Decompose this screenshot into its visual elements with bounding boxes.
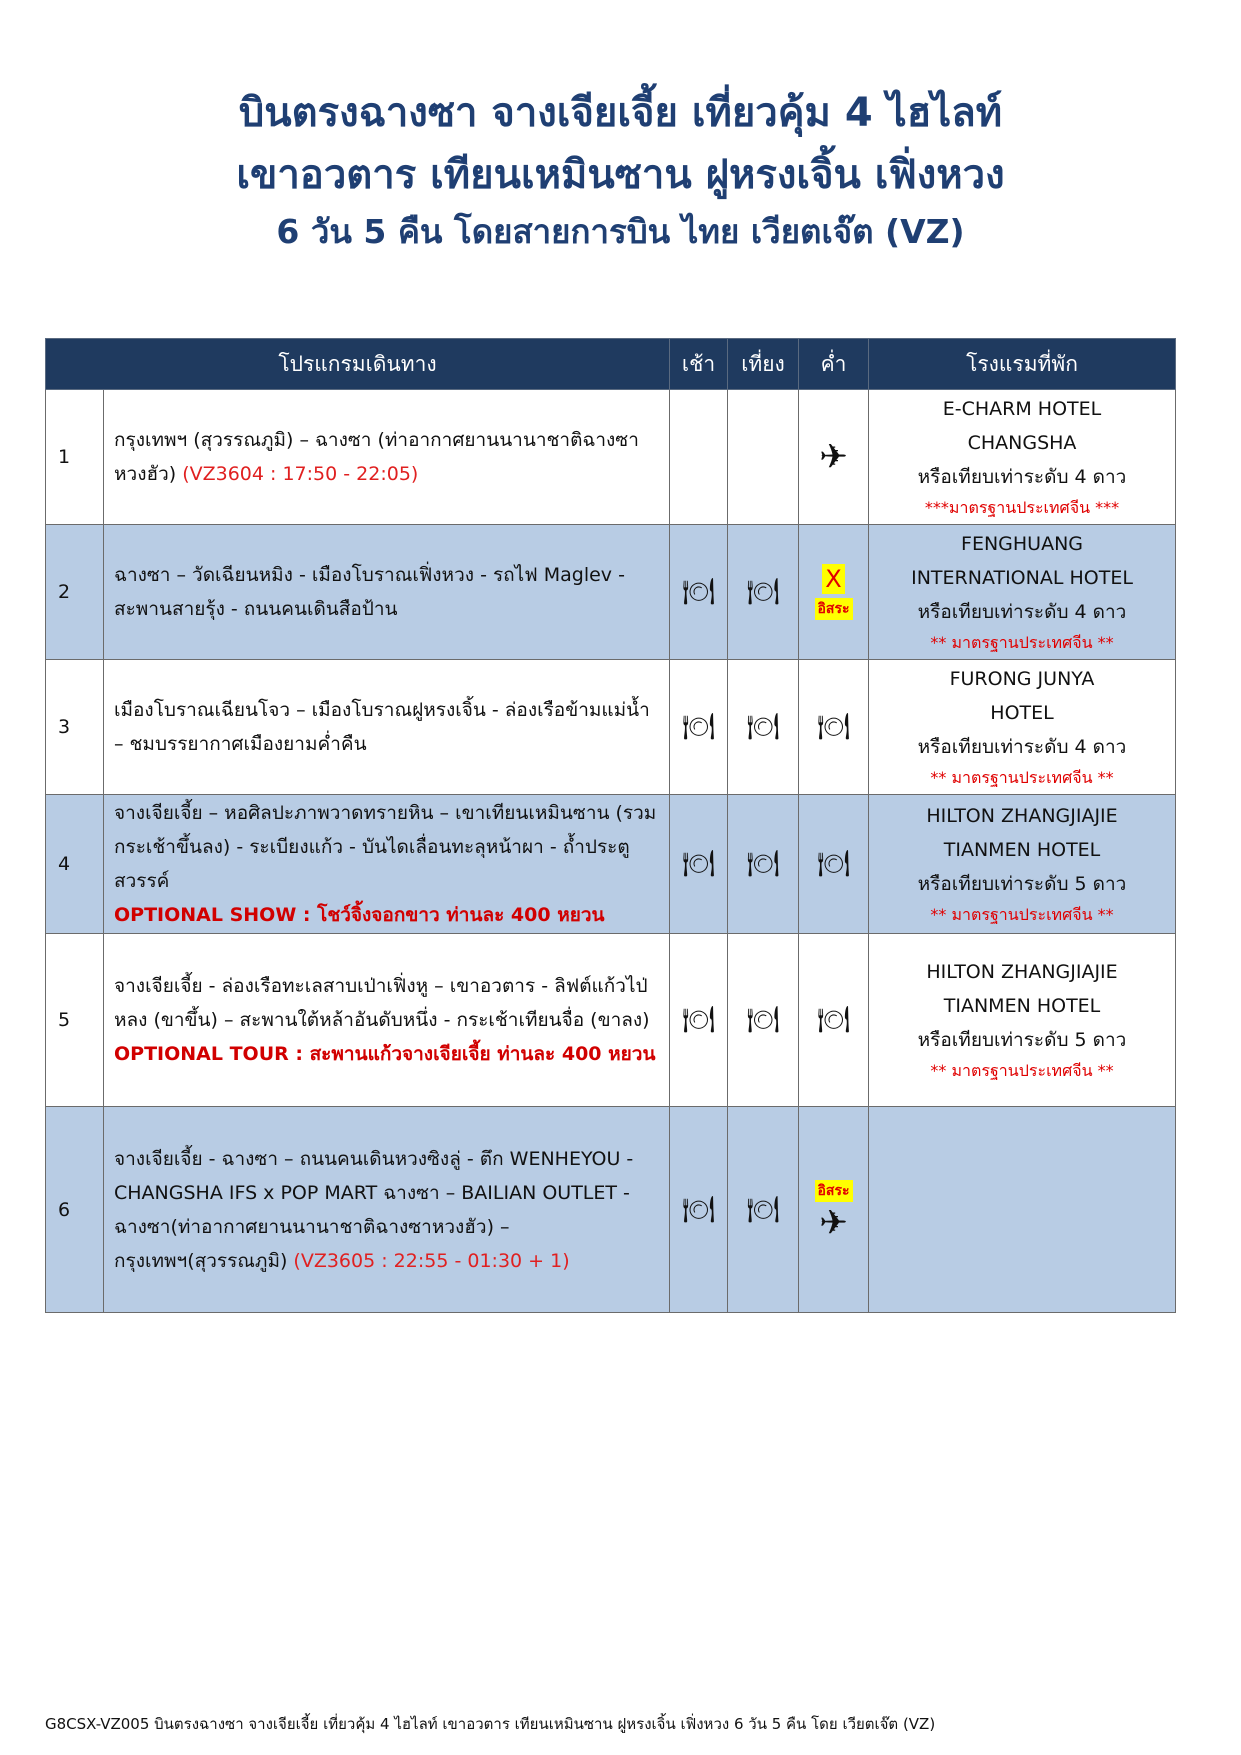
program-text: เมืองโบราณเฉียนโจว – เมืองโบราณฝูหรงเจิ้น - ล่องเรือข้ามแม่น้ำ – ชมบรรยากาศเมืองยามค่ำคืน xyxy=(114,699,650,755)
title-line-3: 6 วัน 5 คืน โดยสายการบิน ไทย เวียตเจ๊ต (VZ) xyxy=(276,212,965,251)
program-text: กรุงเทพฯ (สุวรรณภูมิ) – ฉางซา (ท่าอากาศยานนานาชาติฉางซาหวงฮัว) xyxy=(114,429,639,485)
day-number: 5 xyxy=(46,934,104,1107)
plate-cutlery-icon: 🍽 xyxy=(746,1005,780,1035)
hotel-name-1: HILTON ZHANGJIAJIE xyxy=(926,961,1118,983)
hotel-standard: ** มาตรฐานประเทศจีน ** xyxy=(930,633,1114,652)
table-row xyxy=(46,390,1176,525)
header-hotel: โรงแรมที่พัก xyxy=(869,339,1176,390)
hotel-name-2: TIANMEN HOTEL xyxy=(943,839,1101,861)
program-cell xyxy=(104,525,670,660)
program-text: จางเจียเจี้ย – หอศิลปะภาพวาดทรายหิน – เขาเทียนเหมินซาน (รวมกระเช้าขึ้นลง) - ระเบียงแก้ว - บันไดเลื่อนทะลุหน้าผา - ถ้ำประตูสวรรค์ xyxy=(114,802,657,892)
header-breakfast: เช้า xyxy=(670,339,728,390)
lunch-cell xyxy=(728,1107,799,1313)
plate-cutlery-icon: 🍽 xyxy=(682,849,716,879)
itinerary-table xyxy=(45,338,1176,1313)
hotel-name-1: HILTON ZHANGJIAJIE xyxy=(926,805,1118,827)
lunch-cell xyxy=(728,390,799,525)
day-number: 2 xyxy=(46,525,104,660)
plate-cutlery-icon: 🍽 xyxy=(817,849,851,879)
table-header-row xyxy=(46,339,1176,390)
hotel-name-1: E-CHARM HOTEL xyxy=(942,398,1102,420)
plate-cutlery-icon: 🍽 xyxy=(682,1005,716,1035)
breakfast-cell xyxy=(670,934,728,1107)
plate-cutlery-icon: 🍽 xyxy=(682,1194,716,1225)
plate-cutlery-icon: 🍽 xyxy=(746,712,780,742)
dinner-cell xyxy=(799,390,869,525)
dinner-cell xyxy=(799,660,869,795)
hotel-standard: ** มาตรฐานประเทศจีน ** xyxy=(930,1061,1114,1080)
day-number: 1 xyxy=(46,390,104,525)
hotel-name-2: INTERNATIONAL HOTEL xyxy=(911,567,1133,589)
header-program: โปรแกรมเดินทาง xyxy=(46,339,670,390)
document-title xyxy=(0,82,1241,258)
header-dinner: ค่ำ xyxy=(799,339,869,390)
hotel-standard: ***มาตรฐานประเทศจีน *** xyxy=(924,498,1120,517)
flight-info: (VZ3605 : 22:55 - 01:30 + 1) xyxy=(293,1249,570,1272)
airplane-icon: ✈ xyxy=(819,437,848,477)
header-lunch: เที่ยง xyxy=(728,339,799,390)
plate-cutlery-icon: 🍽 xyxy=(682,712,716,742)
hotel-grade: หรือเทียบเท่าระดับ 4 ดาว xyxy=(917,466,1127,488)
hotel-name-2: CHANGSHA xyxy=(967,432,1077,454)
hotel-cell xyxy=(869,934,1176,1107)
hotel-name-2: TIANMEN HOTEL xyxy=(943,995,1101,1017)
dinner-cell xyxy=(799,795,869,934)
breakfast-cell xyxy=(670,390,728,525)
program-text: จางเจียเจี้ย - ฉางซา – ถนนคนเดินหวงซิงลู่ - ตึก WENHEYOU - CHANGSHA IFS x POP MART ฉางซา – BAILIAN OUTLET - ฉางซา(ท่าอากาศยานนานาชาติฉางซาหวงฮัว) – กรุงเทพฯ(สุวรรณภูมิ) xyxy=(114,1147,634,1272)
flight-info: (VZ3604 : 17:50 - 22:05) xyxy=(176,463,419,485)
breakfast-cell xyxy=(670,795,728,934)
hotel-name-2: HOTEL xyxy=(990,702,1054,724)
free-meal-badge: อิสระ xyxy=(815,1180,853,1202)
breakfast-cell xyxy=(670,525,728,660)
plate-cutlery-icon: 🍽 xyxy=(682,577,716,607)
program-text: ฉางซา – วัดเฉียนหมิง - เมืองโบราณเฟิ่งหวง - รถไฟ Maglev - สะพานสายรุ้ง - ถนนคนเดินสือป้าน xyxy=(114,564,625,620)
optional-show: OPTIONAL SHOW : โชว์จิ้งจอกขาว ท่านละ 400 หยวน xyxy=(114,904,605,926)
plate-cutlery-icon: 🍽 xyxy=(746,1194,780,1225)
hotel-cell xyxy=(869,1107,1176,1313)
dinner-cell xyxy=(799,525,869,660)
page-footer: G8CSX-VZ005 บินตรงฉางซา จางเจียเจี้ย เที่ยวคุ้ม 4 ไฮไลท์ เขาอวตาร เทียนเหมินซาน ฝูหรงเจิ้น เฟิ่งหวง 6 วัน 5 คืน โดย เวียตเจ๊ต (VZ) xyxy=(45,1715,936,1733)
hotel-grade: หรือเทียบเท่าระดับ 5 ดาว xyxy=(917,1029,1127,1051)
dinner-cell xyxy=(799,934,869,1107)
hotel-grade: หรือเทียบเท่าระดับ 4 ดาว xyxy=(917,736,1127,758)
lunch-cell xyxy=(728,525,799,660)
free-meal-badge: อิสระ xyxy=(815,598,853,620)
hotel-grade: หรือเทียบเท่าระดับ 5 ดาว xyxy=(917,873,1127,895)
day-number: 4 xyxy=(46,795,104,934)
hotel-cell xyxy=(869,660,1176,795)
title-line-2: เขาอวตาร เทียนเหมินซาน ฝูหรงเจิ้น เฟิ่งหวง xyxy=(236,152,1005,198)
day-number: 3 xyxy=(46,660,104,795)
hotel-cell xyxy=(869,795,1176,934)
breakfast-cell xyxy=(670,1107,728,1313)
day-number: 6 xyxy=(46,1107,104,1313)
lunch-cell xyxy=(728,934,799,1107)
hotel-cell xyxy=(869,525,1176,660)
table-row xyxy=(46,525,1176,660)
lunch-cell xyxy=(728,660,799,795)
title-line-1: บินตรงฉางซา จางเจียเจี้ย เที่ยวคุ้ม 4 ไฮไลท์ xyxy=(238,90,1003,136)
optional-tour: OPTIONAL TOUR : สะพานแก้วจางเจียเจี้ย ท่านละ 400 หยวน xyxy=(114,1043,656,1065)
table-row xyxy=(46,934,1176,1107)
plate-cutlery-icon: 🍽 xyxy=(817,1005,851,1035)
program-cell xyxy=(104,390,670,525)
breakfast-cell xyxy=(670,660,728,795)
hotel-standard: ** มาตรฐานประเทศจีน ** xyxy=(930,768,1114,787)
program-cell xyxy=(104,1107,670,1313)
program-cell xyxy=(104,934,670,1107)
hotel-name-1: FENGHUANG xyxy=(961,533,1084,555)
dinner-cell xyxy=(799,1107,869,1313)
table-row xyxy=(46,795,1176,934)
program-cell xyxy=(104,660,670,795)
program-text: จางเจียเจี้ย - ล่องเรือทะเลสาบเป่าเฟิ่งหู – เขาอวตาร - ลิฟต์แก้วไป่หลง (ขาขึ้น) – สะพานใต้หล้าอันดับหนึ่ง - กระเช้าเทียนจื่อ (ขาลง) xyxy=(114,975,650,1031)
plate-cutlery-icon: 🍽 xyxy=(746,577,780,607)
no-meal-mark: X xyxy=(822,564,844,594)
hotel-grade: หรือเทียบเท่าระดับ 4 ดาว xyxy=(917,601,1127,623)
program-cell xyxy=(104,795,670,934)
plate-cutlery-icon: 🍽 xyxy=(817,712,851,742)
lunch-cell xyxy=(728,795,799,934)
plate-cutlery-icon: 🍽 xyxy=(746,849,780,879)
table-row xyxy=(46,660,1176,795)
hotel-standard: ** มาตรฐานประเทศจีน ** xyxy=(930,905,1114,924)
table-row xyxy=(46,1107,1176,1313)
airplane-icon: ✈ xyxy=(819,1202,848,1243)
hotel-name-1: FURONG JUNYA xyxy=(949,668,1095,690)
hotel-cell xyxy=(869,390,1176,525)
